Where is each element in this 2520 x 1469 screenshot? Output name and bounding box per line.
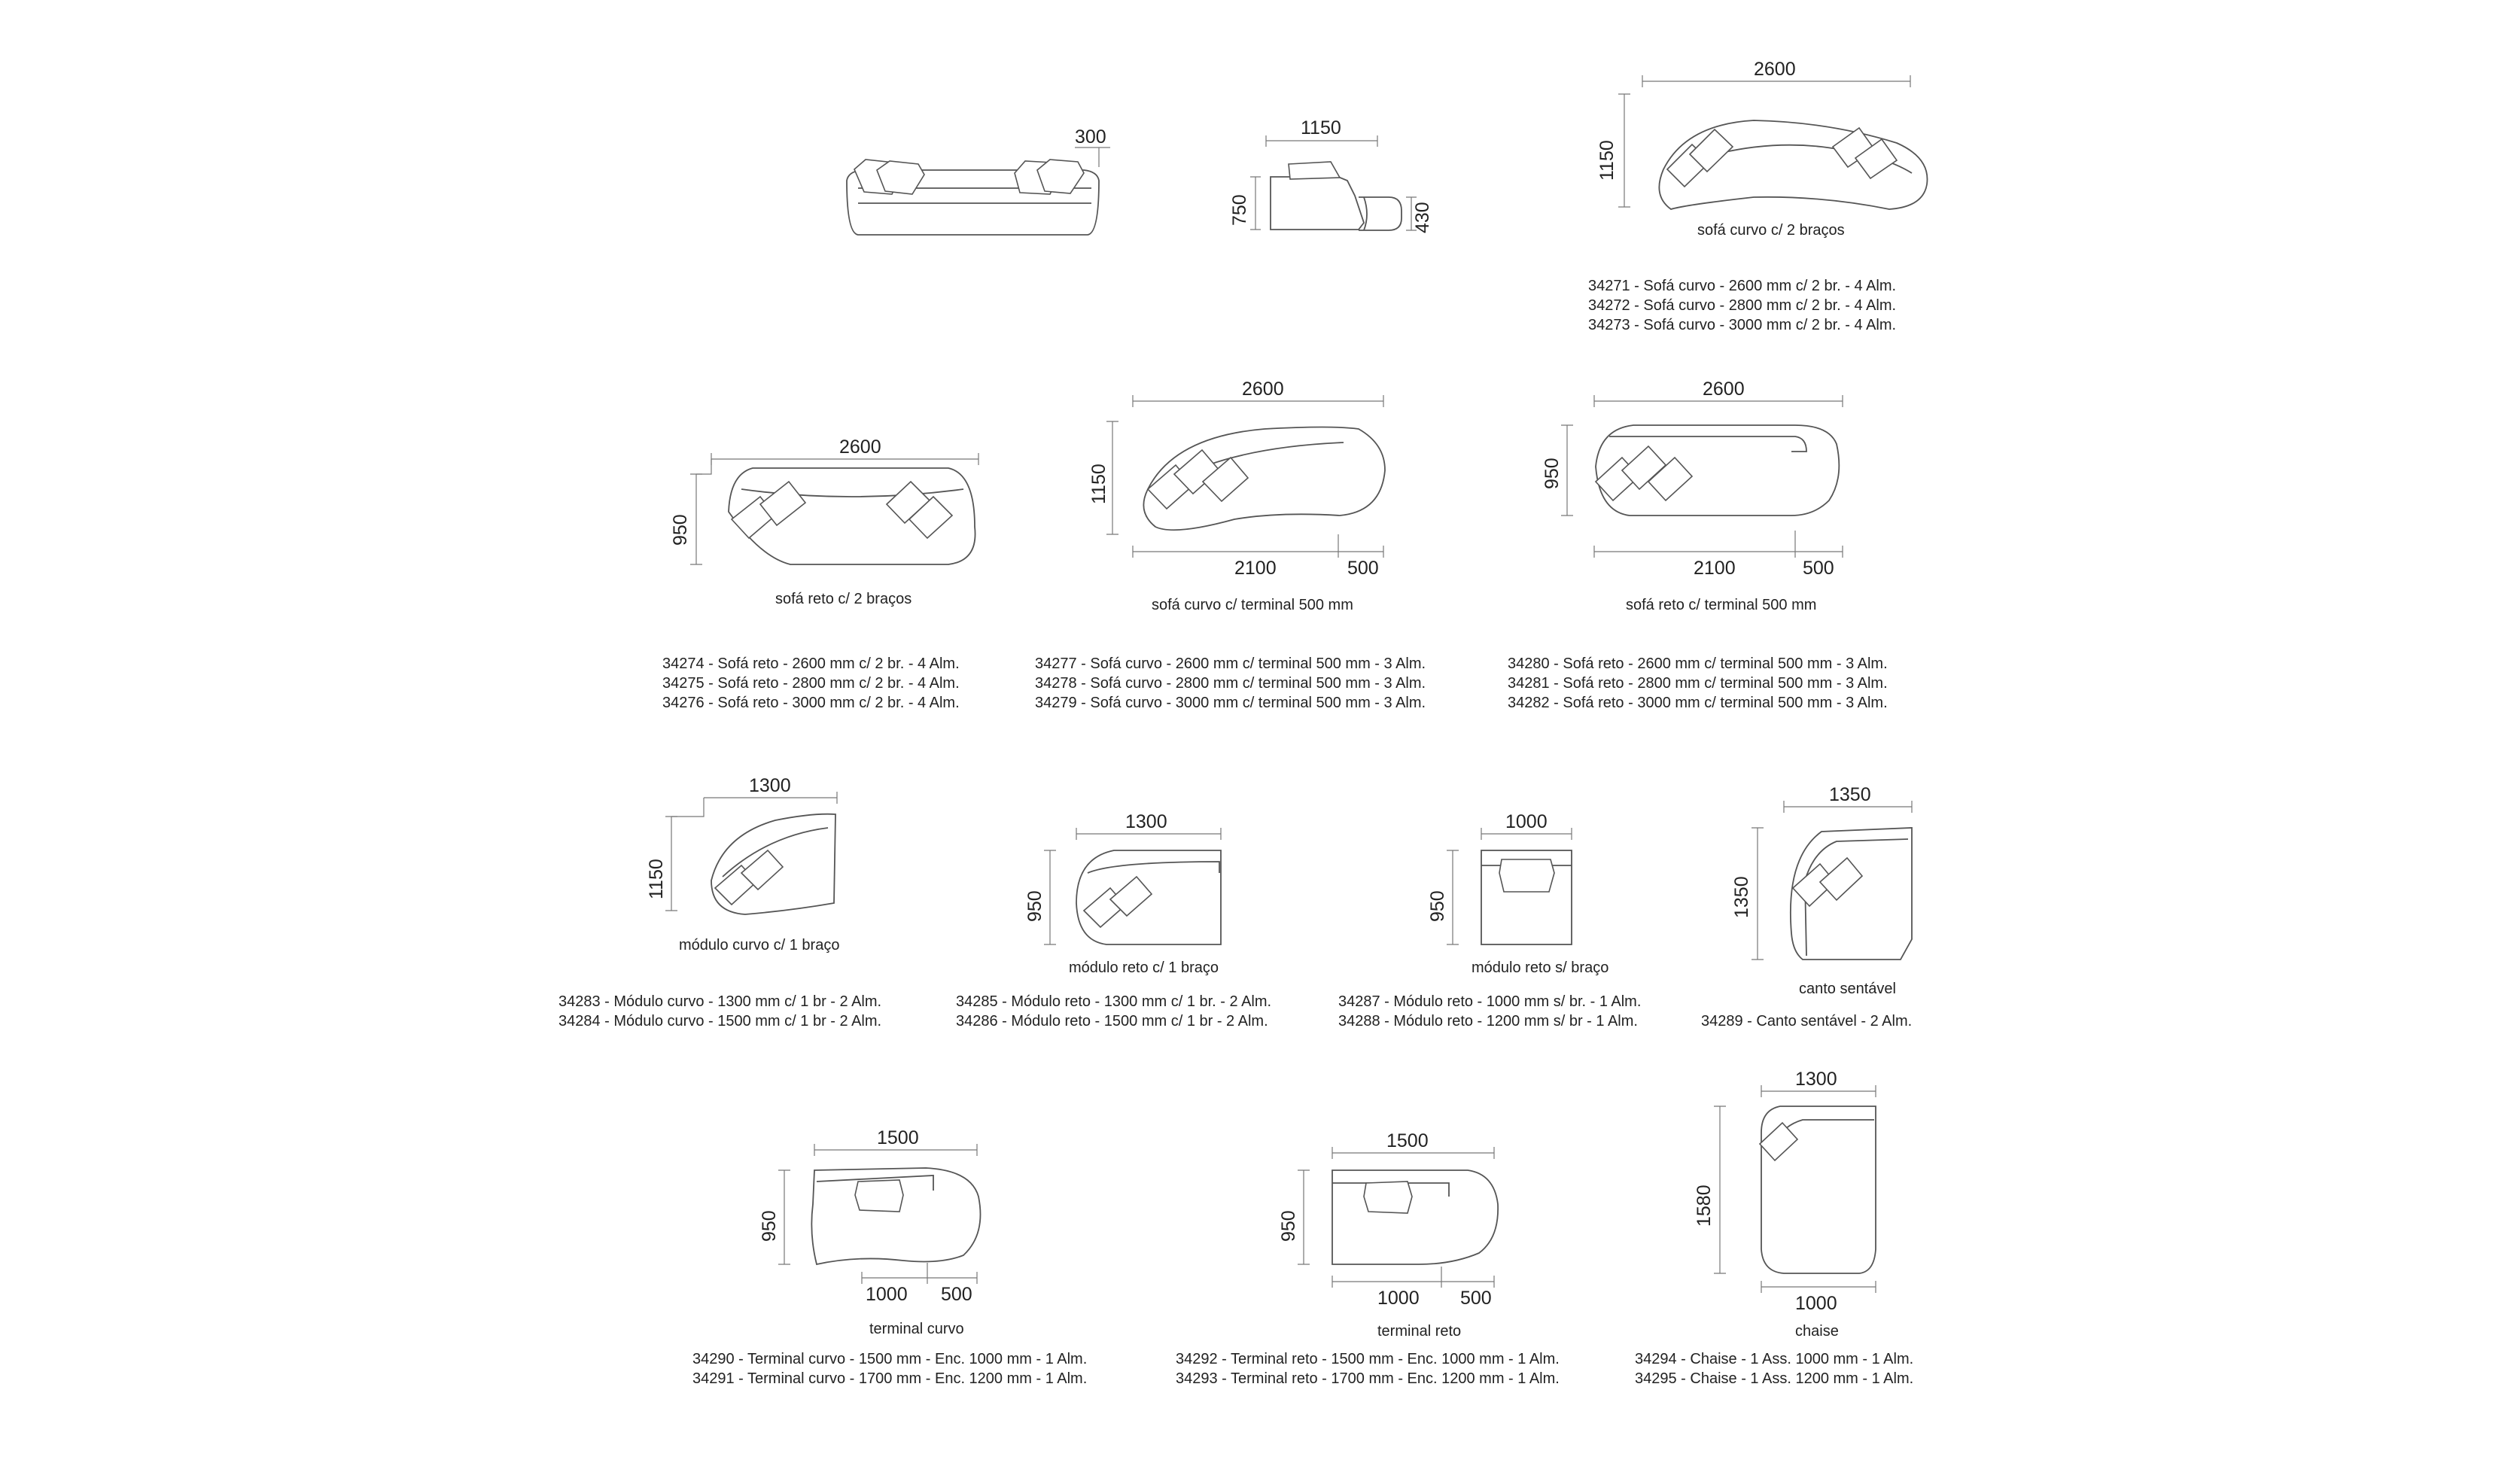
item-g-code-1: 34287 - Módulo reto - 1000 mm s/ br. - 1 Alm. — [1338, 993, 1642, 1010]
item-i-seat-dim: 1000 — [866, 1284, 908, 1305]
item-i-depth-dim: 950 — [759, 1210, 780, 1242]
item-a-code-1: 34271 - Sofá curvo - 2600 mm c/ 2 br. - 4 Alm. — [1588, 278, 1897, 294]
item-sofa-reto-terminal — [1508, 379, 1888, 711]
item-b-width-dim: 2600 — [839, 436, 881, 458]
item-sofa-curvo-2-bracos — [1588, 59, 1928, 333]
item-i-terminal-dim: 500 — [941, 1284, 972, 1305]
item-c-code-1: 34277 - Sofá curvo - 2600 mm c/ terminal 500 mm - 3 Alm. — [1035, 655, 1426, 672]
front-view-depth-dim: 300 — [1075, 126, 1106, 148]
item-c-code-3: 34279 - Sofá curvo - 3000 mm c/ terminal 500 mm - 3 Alm. — [1035, 695, 1426, 711]
item-d-depth-dim: 950 — [1542, 458, 1563, 489]
item-e-code-1: 34283 - Módulo curvo - 1300 mm c/ 1 br - 2 Alm. — [558, 993, 882, 1010]
item-modulo-reto-1-braco — [956, 811, 1271, 1030]
item-k-seat-dim: 1000 — [1795, 1293, 1837, 1314]
item-h-width-dim: 1350 — [1829, 784, 1871, 805]
item-a-width-dim: 2600 — [1754, 59, 1796, 80]
item-g-depth-dim: 950 — [1427, 890, 1448, 922]
item-i-code-1: 34290 - Terminal curvo - 1500 mm - Enc. 1000 mm - 1 Alm. — [692, 1351, 1088, 1367]
item-modulo-reto-sem-braco — [1338, 811, 1641, 1030]
item-j-code-2: 34293 - Terminal reto - 1700 mm - Enc. 1200 mm - 1 Alm. — [1176, 1370, 1560, 1387]
item-c-terminal-dim: 500 — [1347, 558, 1379, 579]
item-d-code-3: 34282 - Sofá reto - 3000 mm c/ terminal 500 mm - 3 Alm. — [1508, 695, 1888, 711]
item-c-seat-dim: 2100 — [1234, 558, 1277, 579]
item-e-width-dim: 1300 — [749, 775, 791, 796]
item-i-width-dim: 1500 — [877, 1127, 919, 1148]
item-k-caption: chaise — [1795, 1323, 1839, 1340]
item-e-code-2: 34284 - Módulo curvo - 1500 mm c/ 1 br - 2 Alm. — [558, 1013, 882, 1030]
item-g-width-dim: 1000 — [1505, 811, 1548, 832]
side-view-seat-dim: 430 — [1412, 202, 1433, 233]
item-a-depth-dim: 1150 — [1596, 140, 1618, 181]
item-b-code-1: 34274 - Sofá reto - 2600 mm c/ 2 br. - 4 Alm. — [662, 655, 960, 672]
item-f-width-dim: 1300 — [1125, 811, 1167, 832]
item-j-code-1: 34292 - Terminal reto - 1500 mm - Enc. 1000 mm - 1 Alm. — [1176, 1351, 1560, 1367]
item-f-code-1: 34285 - Módulo reto - 1300 mm c/ 1 br. - 2 Alm. — [956, 993, 1272, 1010]
side-view-height-dim: 750 — [1229, 194, 1250, 226]
item-j-terminal-dim: 500 — [1460, 1288, 1492, 1309]
item-k-code-1: 34294 - Chaise - 1 Ass. 1000 mm - 1 Alm. — [1635, 1351, 1914, 1367]
item-chaise — [1635, 1069, 1913, 1387]
item-sofa-curvo-terminal — [1035, 379, 1426, 711]
item-b-caption: sofá reto c/ 2 braços — [775, 591, 912, 607]
item-h-caption: canto sentável — [1799, 981, 1896, 997]
item-i-caption: terminal curvo — [869, 1321, 964, 1337]
item-d-code-1: 34280 - Sofá reto - 2600 mm c/ terminal 500 mm - 3 Alm. — [1508, 655, 1888, 672]
item-f-code-2: 34286 - Módulo reto - 1500 mm c/ 1 br - 2 Alm. — [956, 1013, 1268, 1030]
item-d-terminal-dim: 500 — [1803, 558, 1834, 579]
item-b-code-2: 34275 - Sofá reto - 2800 mm c/ 2 br. - 4 Alm. — [662, 675, 960, 692]
item-c-code-2: 34278 - Sofá curvo - 2800 mm c/ terminal 500 mm - 3 Alm. — [1035, 675, 1426, 692]
item-d-width-dim: 2600 — [1703, 379, 1745, 400]
item-g-caption: módulo reto s/ braço — [1472, 960, 1609, 976]
item-k-code-2: 34295 - Chaise - 1 Ass. 1200 mm - 1 Alm. — [1635, 1370, 1914, 1387]
item-a-caption: sofá curvo c/ 2 braços — [1697, 222, 1845, 239]
item-d-seat-dim: 2100 — [1694, 558, 1736, 579]
side-view — [1229, 117, 1433, 233]
item-a-code-2: 34272 - Sofá curvo - 2800 mm c/ 2 br. - 4 Alm. — [1588, 297, 1897, 314]
item-i-code-2: 34291 - Terminal curvo - 1700 mm - Enc. 1200 mm - 1 Alm. — [692, 1370, 1088, 1387]
side-view-width-dim: 1150 — [1301, 117, 1341, 138]
item-g-code-2: 34288 - Módulo reto - 1200 mm s/ br - 1 Alm. — [1338, 1013, 1638, 1030]
item-a-code-3: 34273 - Sofá curvo - 3000 mm c/ 2 br. - 4 Alm. — [1588, 317, 1897, 333]
item-modulo-curvo-1-braco — [558, 775, 881, 1030]
item-h-depth-dim: 1350 — [1731, 876, 1752, 918]
item-b-code-3: 34276 - Sofá reto - 3000 mm c/ 2 br. - 4 Alm. — [662, 695, 960, 711]
item-e-caption: módulo curvo c/ 1 braço — [679, 937, 840, 953]
item-h-code-1: 34289 - Canto sentável - 2 Alm. — [1701, 1013, 1913, 1030]
item-f-caption: módulo reto c/ 1 braço — [1069, 960, 1219, 976]
item-c-caption: sofá curvo c/ terminal 500 mm — [1152, 597, 1353, 613]
item-terminal-reto — [1176, 1130, 1560, 1387]
item-f-depth-dim: 950 — [1024, 890, 1045, 922]
item-j-depth-dim: 950 — [1278, 1210, 1299, 1242]
item-b-depth-dim: 950 — [670, 514, 691, 546]
item-terminal-curvo — [692, 1127, 1087, 1387]
item-c-width-dim: 2600 — [1242, 379, 1284, 400]
item-k-depth-dim: 1580 — [1694, 1185, 1715, 1227]
item-sofa-reto-2-bracos — [662, 436, 978, 711]
item-j-seat-dim: 1000 — [1377, 1288, 1420, 1309]
item-j-width-dim: 1500 — [1386, 1130, 1429, 1151]
item-d-caption: sofá reto c/ terminal 500 mm — [1626, 597, 1817, 613]
front-view — [847, 126, 1110, 235]
item-j-caption: terminal reto — [1377, 1323, 1462, 1340]
item-c-depth-dim: 1150 — [1088, 464, 1109, 504]
item-e-depth-dim: 1150 — [646, 859, 667, 899]
item-d-code-2: 34281 - Sofá reto - 2800 mm c/ terminal 500 mm - 3 Alm. — [1508, 675, 1888, 692]
item-canto-sentavel — [1701, 784, 1912, 1030]
item-k-width-dim: 1300 — [1795, 1069, 1837, 1090]
